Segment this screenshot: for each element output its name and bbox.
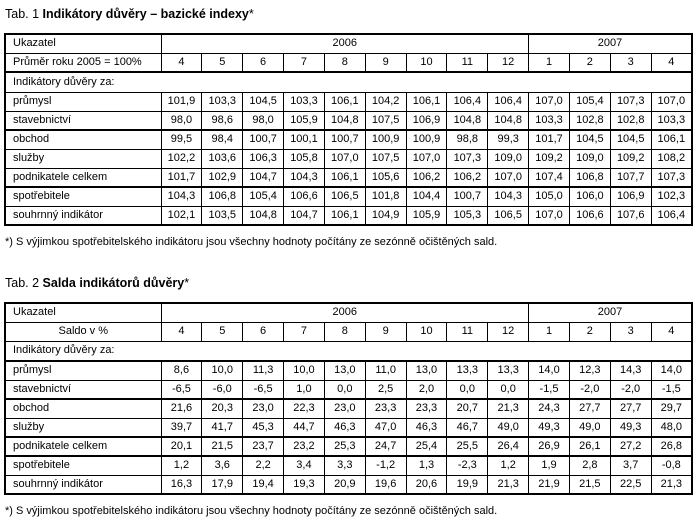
month-header-cell: 11 xyxy=(447,322,488,341)
value-cell: 101,8 xyxy=(365,187,406,206)
value-cell: 23,2 xyxy=(284,437,325,456)
value-cell: 29,7 xyxy=(651,399,692,418)
value-cell: 104,8 xyxy=(447,111,488,130)
value-cell: 19,3 xyxy=(284,475,325,494)
value-cell: 107,0 xyxy=(651,92,692,111)
value-cell: 106,4 xyxy=(488,92,529,111)
table-row xyxy=(5,206,692,225)
table-row xyxy=(5,92,692,111)
table-row xyxy=(5,168,692,187)
value-cell: 103,5 xyxy=(202,206,243,225)
row-label: souhrnný indikátor xyxy=(5,475,161,494)
value-cell: 23,7 xyxy=(243,437,284,456)
value-cell: -2,0 xyxy=(569,380,610,399)
value-cell: 104,5 xyxy=(569,130,610,149)
value-cell: 26,8 xyxy=(651,437,692,456)
value-cell: 105,8 xyxy=(284,149,325,168)
value-cell: 103,3 xyxy=(284,92,325,111)
value-cell: 106,4 xyxy=(651,206,692,225)
row-label: stavebnictví xyxy=(5,380,161,399)
value-cell: 101,7 xyxy=(161,168,202,187)
value-cell: 21,3 xyxy=(488,475,529,494)
value-cell: 109,0 xyxy=(569,149,610,168)
table1-year-2007-header: 2007 xyxy=(529,34,692,53)
value-cell: 49,0 xyxy=(488,418,529,437)
value-cell: 3,6 xyxy=(202,456,243,475)
value-cell: 25,5 xyxy=(447,437,488,456)
value-cell: 101,7 xyxy=(529,130,570,149)
value-cell: 106,9 xyxy=(406,111,447,130)
value-cell: 107,0 xyxy=(406,149,447,168)
month-header-cell: 1 xyxy=(529,53,570,72)
table2-year-2006-header: 2006 xyxy=(161,303,529,322)
value-cell: 107,3 xyxy=(610,92,651,111)
value-cell: 26,9 xyxy=(529,437,570,456)
value-cell: 11,0 xyxy=(365,361,406,380)
value-cell: 104,7 xyxy=(243,168,284,187)
value-cell: 104,2 xyxy=(365,92,406,111)
value-cell: 10,0 xyxy=(284,361,325,380)
value-cell: 46,3 xyxy=(324,418,365,437)
value-cell: -0,8 xyxy=(651,456,692,475)
value-cell: 1,9 xyxy=(529,456,570,475)
value-cell: 102,9 xyxy=(202,168,243,187)
value-cell: 1,2 xyxy=(161,456,202,475)
month-header-cell: 11 xyxy=(447,53,488,72)
row-label: služby xyxy=(5,418,161,437)
value-cell: 108,2 xyxy=(651,149,692,168)
value-cell: 106,1 xyxy=(324,168,365,187)
value-cell: 13,3 xyxy=(488,361,529,380)
value-cell: 26,4 xyxy=(488,437,529,456)
value-cell: 24,7 xyxy=(365,437,406,456)
value-cell: 106,8 xyxy=(202,187,243,206)
table1-title-prefix: Tab. 1 xyxy=(5,7,43,21)
table1-section-row xyxy=(5,72,692,92)
value-cell: 107,0 xyxy=(529,206,570,225)
value-cell: 21,3 xyxy=(651,475,692,494)
table-row xyxy=(5,418,692,437)
value-cell: 104,5 xyxy=(610,130,651,149)
table1-corner-cell: Ukazatel xyxy=(5,34,161,53)
value-cell: 10,0 xyxy=(202,361,243,380)
value-cell: 98,0 xyxy=(161,111,202,130)
value-cell: 3,4 xyxy=(284,456,325,475)
value-cell: -2,3 xyxy=(447,456,488,475)
table2-month-header-row xyxy=(5,322,692,341)
value-cell: 26,1 xyxy=(569,437,610,456)
value-cell: 105,6 xyxy=(365,168,406,187)
table2-body xyxy=(5,361,692,494)
month-header-cell: 7 xyxy=(284,322,325,341)
value-cell: 102,2 xyxy=(161,149,202,168)
row-label: souhrnný indikátor xyxy=(5,206,161,225)
value-cell: -1,5 xyxy=(529,380,570,399)
table2-title-text: Salda indikátorů důvěry xyxy=(42,276,185,290)
value-cell: 2,0 xyxy=(406,380,447,399)
value-cell: 1,0 xyxy=(284,380,325,399)
value-cell: 16,3 xyxy=(161,475,202,494)
value-cell: 104,8 xyxy=(488,111,529,130)
value-cell: 13,0 xyxy=(324,361,365,380)
table1-base-indexes xyxy=(4,33,693,226)
value-cell: 23,0 xyxy=(243,399,284,418)
value-cell: 104,3 xyxy=(488,187,529,206)
table1-footnote: *) S výjimkou spotřebitelského indikátoru jsou všechny hodnoty počítány ze sezónně očištěných sald. xyxy=(5,236,498,248)
table1-year-header-row xyxy=(5,34,692,53)
table1-title-text: Indikátory důvěry – bazické indexy xyxy=(42,7,249,21)
value-cell: 21,3 xyxy=(488,399,529,418)
table1-body xyxy=(5,92,692,225)
value-cell: 2,5 xyxy=(365,380,406,399)
value-cell: 106,2 xyxy=(406,168,447,187)
value-cell: 45,3 xyxy=(243,418,284,437)
table-row xyxy=(5,187,692,206)
value-cell: 3,7 xyxy=(610,456,651,475)
value-cell: 98,0 xyxy=(243,111,284,130)
value-cell: 105,9 xyxy=(284,111,325,130)
value-cell: 21,6 xyxy=(161,399,202,418)
table-row xyxy=(5,475,692,494)
value-cell: 107,0 xyxy=(324,149,365,168)
value-cell: 104,4 xyxy=(406,187,447,206)
value-cell: 20,6 xyxy=(406,475,447,494)
value-cell: 20,9 xyxy=(324,475,365,494)
value-cell: 106,4 xyxy=(447,92,488,111)
month-header-cell: 6 xyxy=(243,322,284,341)
value-cell: 100,7 xyxy=(324,130,365,149)
value-cell: 0,0 xyxy=(324,380,365,399)
value-cell: 106,1 xyxy=(324,92,365,111)
value-cell: 106,1 xyxy=(651,130,692,149)
table2-year-header-row xyxy=(5,303,692,322)
value-cell: 105,4 xyxy=(569,92,610,111)
value-cell: 102,8 xyxy=(610,111,651,130)
value-cell: 107,0 xyxy=(488,168,529,187)
table2-title-prefix: Tab. 2 xyxy=(5,276,43,290)
value-cell: 47,0 xyxy=(365,418,406,437)
table2-section-row xyxy=(5,341,692,361)
value-cell: 22,3 xyxy=(284,399,325,418)
value-cell: 109,2 xyxy=(610,149,651,168)
row-label: průmysl xyxy=(5,92,161,111)
value-cell: 46,7 xyxy=(447,418,488,437)
month-header-cell: 4 xyxy=(161,322,202,341)
value-cell: 100,7 xyxy=(243,130,284,149)
month-header-cell: 4 xyxy=(651,322,692,341)
row-label: spotřebitele xyxy=(5,456,161,475)
value-cell: 14,0 xyxy=(529,361,570,380)
table2-corner-cell: Ukazatel xyxy=(5,303,161,322)
month-header-cell: 12 xyxy=(488,53,529,72)
value-cell: 44,7 xyxy=(284,418,325,437)
value-cell: 17,9 xyxy=(202,475,243,494)
month-header-cell: 8 xyxy=(324,322,365,341)
value-cell: 39,7 xyxy=(161,418,202,437)
table-row xyxy=(5,111,692,130)
value-cell: 106,0 xyxy=(569,187,610,206)
value-cell: 99,3 xyxy=(488,130,529,149)
row-label: služby xyxy=(5,149,161,168)
value-cell: 107,0 xyxy=(529,92,570,111)
value-cell: 104,8 xyxy=(324,111,365,130)
value-cell: 104,3 xyxy=(161,187,202,206)
table-row xyxy=(5,361,692,380)
value-cell: 107,5 xyxy=(365,149,406,168)
month-header-cell: 8 xyxy=(324,53,365,72)
value-cell: 0,0 xyxy=(488,380,529,399)
value-cell: 21,9 xyxy=(529,475,570,494)
value-cell: 13,3 xyxy=(447,361,488,380)
month-header-cell: 6 xyxy=(243,53,284,72)
table2-title xyxy=(5,276,692,290)
month-header-cell: 7 xyxy=(284,53,325,72)
value-cell: 98,6 xyxy=(202,111,243,130)
table2-title-asterisk: * xyxy=(184,276,190,290)
value-cell: 104,8 xyxy=(243,206,284,225)
table1-section-label: Indikátory důvěry za: xyxy=(5,72,692,92)
value-cell: 106,2 xyxy=(447,168,488,187)
value-cell: 106,6 xyxy=(284,187,325,206)
value-cell: 109,0 xyxy=(488,149,529,168)
value-cell: 106,5 xyxy=(324,187,365,206)
month-header-cell: 9 xyxy=(365,53,406,72)
value-cell: 107,3 xyxy=(651,168,692,187)
month-header-cell: 2 xyxy=(569,53,610,72)
table-row xyxy=(5,380,692,399)
month-header-cell: 10 xyxy=(406,322,447,341)
value-cell: 100,7 xyxy=(447,187,488,206)
value-cell: 21,5 xyxy=(569,475,610,494)
value-cell: 107,4 xyxy=(529,168,570,187)
value-cell: 27,2 xyxy=(610,437,651,456)
month-header-cell: 4 xyxy=(161,53,202,72)
value-cell: 100,9 xyxy=(365,130,406,149)
month-header-cell: 1 xyxy=(529,322,570,341)
month-header-cell: 9 xyxy=(365,322,406,341)
value-cell: 106,5 xyxy=(488,206,529,225)
table1-unit-label-cell: Průměr roku 2005 = 100% xyxy=(5,53,161,72)
month-header-cell: 10 xyxy=(406,53,447,72)
value-cell: 14,3 xyxy=(610,361,651,380)
value-cell: 105,0 xyxy=(529,187,570,206)
value-cell: 49,0 xyxy=(569,418,610,437)
month-header-cell: 3 xyxy=(610,53,651,72)
value-cell: 103,6 xyxy=(202,149,243,168)
value-cell: 19,9 xyxy=(447,475,488,494)
value-cell: 23,3 xyxy=(365,399,406,418)
month-header-cell: 3 xyxy=(610,322,651,341)
value-cell: 1,3 xyxy=(406,456,447,475)
value-cell: 107,3 xyxy=(447,149,488,168)
value-cell: 13,0 xyxy=(406,361,447,380)
value-cell: 49,3 xyxy=(610,418,651,437)
value-cell: 48,0 xyxy=(651,418,692,437)
table-row xyxy=(5,456,692,475)
row-label: stavebnictví xyxy=(5,111,161,130)
value-cell: 46,3 xyxy=(406,418,447,437)
value-cell: 101,9 xyxy=(161,92,202,111)
value-cell: 106,3 xyxy=(243,149,284,168)
value-cell: 103,3 xyxy=(529,111,570,130)
table1-title xyxy=(5,7,692,21)
value-cell: 100,9 xyxy=(406,130,447,149)
value-cell: 27,7 xyxy=(569,399,610,418)
value-cell: 23,0 xyxy=(324,399,365,418)
table1-year-2006-header: 2006 xyxy=(161,34,529,53)
value-cell: 20,7 xyxy=(447,399,488,418)
value-cell: 25,4 xyxy=(406,437,447,456)
value-cell: 107,6 xyxy=(610,206,651,225)
row-label: spotřebitele xyxy=(5,187,161,206)
table2-year-2007-header: 2007 xyxy=(529,303,692,322)
value-cell: -2,0 xyxy=(610,380,651,399)
value-cell: 107,5 xyxy=(365,111,406,130)
value-cell: 20,1 xyxy=(161,437,202,456)
value-cell: 41,7 xyxy=(202,418,243,437)
table-row xyxy=(5,399,692,418)
value-cell: 98,4 xyxy=(202,130,243,149)
value-cell: 106,8 xyxy=(569,168,610,187)
value-cell: 2,8 xyxy=(569,456,610,475)
value-cell: 102,1 xyxy=(161,206,202,225)
month-header-cell: 2 xyxy=(569,322,610,341)
value-cell: 106,1 xyxy=(324,206,365,225)
value-cell: 22,5 xyxy=(610,475,651,494)
value-cell: 100,1 xyxy=(284,130,325,149)
table2-section-label: Indikátory důvěry za: xyxy=(5,341,692,361)
value-cell: 105,3 xyxy=(447,206,488,225)
value-cell: 12,3 xyxy=(569,361,610,380)
value-cell: -1,2 xyxy=(365,456,406,475)
month-header-cell: 5 xyxy=(202,322,243,341)
value-cell: 106,6 xyxy=(569,206,610,225)
value-cell: 25,3 xyxy=(324,437,365,456)
value-cell: 103,3 xyxy=(202,92,243,111)
row-label: obchod xyxy=(5,130,161,149)
month-header-cell: 5 xyxy=(202,53,243,72)
value-cell: 105,9 xyxy=(406,206,447,225)
value-cell: 104,7 xyxy=(284,206,325,225)
value-cell: 106,9 xyxy=(610,187,651,206)
value-cell: 105,4 xyxy=(243,187,284,206)
value-cell: 99,5 xyxy=(161,130,202,149)
value-cell: 107,7 xyxy=(610,168,651,187)
value-cell: 0,0 xyxy=(447,380,488,399)
value-cell: 1,2 xyxy=(488,456,529,475)
value-cell: -1,5 xyxy=(651,380,692,399)
row-label: obchod xyxy=(5,399,161,418)
value-cell: 23,3 xyxy=(406,399,447,418)
value-cell: 106,1 xyxy=(406,92,447,111)
value-cell: 104,5 xyxy=(243,92,284,111)
value-cell: 8,6 xyxy=(161,361,202,380)
value-cell: 19,4 xyxy=(243,475,284,494)
value-cell: 14,0 xyxy=(651,361,692,380)
table-row xyxy=(5,437,692,456)
table2-unit-label-cell: Saldo v % xyxy=(5,322,161,341)
table-row xyxy=(5,149,692,168)
value-cell: 49,3 xyxy=(529,418,570,437)
table-row xyxy=(5,130,692,149)
value-cell: 19,6 xyxy=(365,475,406,494)
value-cell: 98,8 xyxy=(447,130,488,149)
value-cell: -6,5 xyxy=(243,380,284,399)
value-cell: 109,2 xyxy=(529,149,570,168)
value-cell: 104,9 xyxy=(365,206,406,225)
value-cell: 3,3 xyxy=(324,456,365,475)
value-cell: 102,3 xyxy=(651,187,692,206)
value-cell: 20,3 xyxy=(202,399,243,418)
value-cell: 103,3 xyxy=(651,111,692,130)
table1-month-header-row xyxy=(5,53,692,72)
value-cell: 24,3 xyxy=(529,399,570,418)
value-cell: 2,2 xyxy=(243,456,284,475)
month-header-cell: 12 xyxy=(488,322,529,341)
value-cell: 21,5 xyxy=(202,437,243,456)
table1-title-asterisk: * xyxy=(248,7,254,21)
month-header-cell: 4 xyxy=(651,53,692,72)
value-cell: -6,5 xyxy=(161,380,202,399)
row-label: podnikatele celkem xyxy=(5,437,161,456)
value-cell: 104,3 xyxy=(284,168,325,187)
table2-footnote: *) S výjimkou spotřebitelského indikátoru jsou všechny hodnoty počítány ze sezónně očištěných sald. xyxy=(5,505,498,517)
value-cell: 102,8 xyxy=(569,111,610,130)
row-label: podnikatele celkem xyxy=(5,168,161,187)
value-cell: -6,0 xyxy=(202,380,243,399)
table2-balances xyxy=(4,302,693,495)
value-cell: 11,3 xyxy=(243,361,284,380)
row-label: průmysl xyxy=(5,361,161,380)
value-cell: 27,7 xyxy=(610,399,651,418)
